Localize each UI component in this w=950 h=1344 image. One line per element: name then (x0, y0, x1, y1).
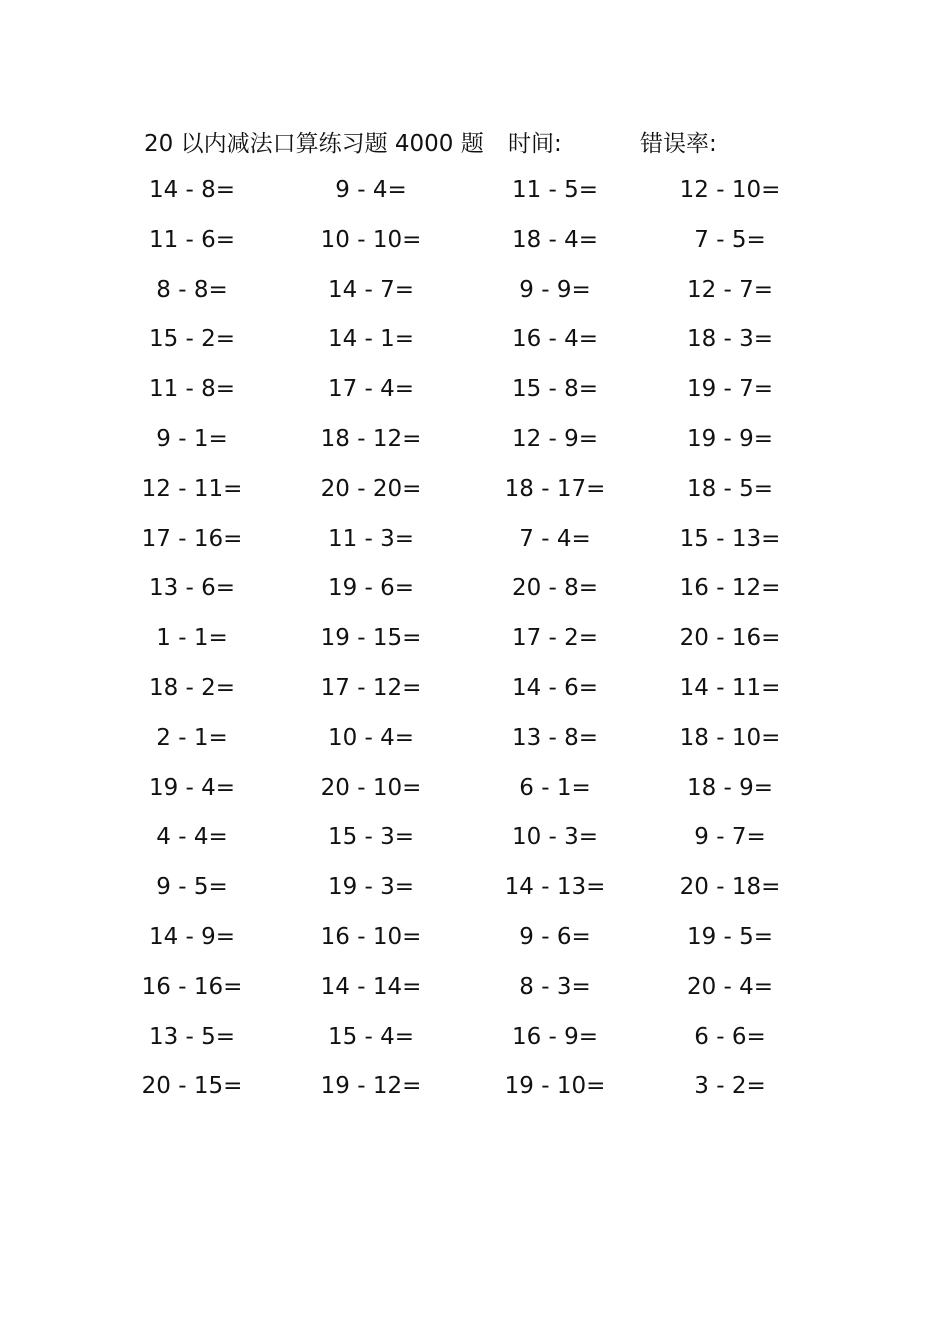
problem-item: 15 - 8= (511, 376, 599, 403)
problem-row (0, 813, 950, 863)
problem-row (0, 315, 950, 365)
problem-row (0, 1062, 950, 1112)
problem-item: 12 - 9= (511, 425, 599, 452)
problem-item: 9 - 4= (335, 177, 407, 203)
error-rate-label: 错误率: (640, 131, 717, 157)
problem-item: 18 - 5= (686, 475, 774, 502)
problem-item: 18 - 12= (320, 425, 422, 452)
problem-item: 20 - 15= (141, 1073, 243, 1100)
problem-item: 11 - 8= (148, 376, 236, 403)
problem-row (0, 415, 950, 465)
problem-item: 18 - 4= (511, 226, 599, 253)
problem-item: 19 - 5= (686, 923, 774, 950)
problem-grid (0, 166, 950, 1112)
problem-item: 16 - 16= (141, 973, 243, 1000)
problem-row (0, 913, 950, 963)
problem-item: 7 - 4= (519, 525, 591, 552)
problem-item: 11 - 5= (511, 177, 599, 203)
problem-item: 1 - 1= (156, 625, 228, 652)
problem-item: 18 - 10= (679, 724, 781, 751)
problem-item: 13 - 5= (148, 1023, 236, 1050)
problem-row (0, 1013, 950, 1063)
problem-row (0, 515, 950, 565)
problem-item: 7 - 5= (694, 226, 766, 253)
problem-item: 19 - 3= (327, 874, 415, 901)
problem-item: 17 - 4= (327, 376, 415, 403)
problem-item: 15 - 13= (679, 525, 781, 552)
problem-item: 10 - 10= (320, 226, 422, 253)
problem-item: 17 - 16= (141, 525, 243, 552)
problem-row (0, 266, 950, 316)
problem-item: 15 - 3= (327, 824, 415, 851)
problem-item: 9 - 1= (156, 425, 228, 452)
problem-row (0, 963, 950, 1013)
problem-row (0, 216, 950, 266)
problem-item: 20 - 18= (679, 874, 781, 901)
problem-item: 16 - 12= (679, 575, 781, 602)
problem-item: 20 - 8= (511, 575, 599, 602)
problem-row (0, 564, 950, 614)
problem-item: 14 - 14= (320, 973, 422, 1000)
problem-item: 10 - 4= (327, 724, 415, 751)
problem-item: 14 - 7= (327, 276, 415, 303)
problem-item: 14 - 8= (148, 177, 236, 203)
worksheet-header (0, 124, 950, 164)
problem-item: 9 - 5= (156, 874, 228, 901)
problem-item: 20 - 10= (320, 774, 422, 801)
problem-item: 20 - 16= (679, 625, 781, 652)
problem-row (0, 863, 950, 913)
problem-item: 10 - 3= (511, 824, 599, 851)
problem-item: 16 - 10= (320, 923, 422, 950)
problem-item: 19 - 7= (686, 376, 774, 403)
problem-item: 19 - 4= (148, 774, 236, 801)
problem-item: 19 - 12= (320, 1073, 422, 1100)
problem-item: 6 - 1= (519, 774, 591, 801)
problem-item: 19 - 9= (686, 425, 774, 452)
problem-item: 14 - 13= (504, 874, 606, 901)
problem-item: 18 - 3= (686, 326, 774, 353)
problem-item: 15 - 2= (148, 326, 236, 353)
problem-item: 12 - 10= (679, 177, 781, 203)
problem-item: 3 - 2= (694, 1073, 766, 1100)
problem-item: 14 - 11= (679, 674, 781, 701)
problem-row (0, 664, 950, 714)
problem-item: 17 - 2= (511, 625, 599, 652)
problem-row (0, 365, 950, 415)
problem-item: 11 - 6= (148, 226, 236, 253)
problem-item: 18 - 17= (504, 475, 606, 502)
problem-item: 4 - 4= (156, 824, 228, 851)
problem-item: 6 - 6= (694, 1023, 766, 1050)
problem-item: 18 - 2= (148, 674, 236, 701)
problem-item: 13 - 6= (148, 575, 236, 602)
problem-item: 9 - 9= (519, 276, 591, 303)
problem-row (0, 614, 950, 664)
problem-item: 14 - 1= (327, 326, 415, 353)
worksheet-title: 20 以内减法口算练习题 4000 题 (144, 131, 484, 157)
problem-item: 19 - 6= (327, 575, 415, 602)
problem-row (0, 166, 950, 216)
problem-item: 15 - 4= (327, 1023, 415, 1050)
problem-item: 12 - 11= (141, 475, 243, 502)
problem-item: 17 - 12= (320, 674, 422, 701)
problem-row (0, 714, 950, 764)
problem-item: 14 - 6= (511, 674, 599, 701)
problem-item: 20 - 20= (320, 475, 422, 502)
problem-row (0, 465, 950, 515)
problem-item: 18 - 9= (686, 774, 774, 801)
problem-item: 9 - 7= (694, 824, 766, 851)
problem-item: 8 - 8= (156, 276, 228, 303)
problem-item: 20 - 4= (686, 973, 774, 1000)
problem-item: 14 - 9= (148, 923, 236, 950)
problem-item: 13 - 8= (511, 724, 599, 751)
problem-row (0, 764, 950, 814)
problem-item: 9 - 6= (519, 923, 591, 950)
problem-item: 19 - 10= (504, 1073, 606, 1100)
problem-item: 19 - 15= (320, 625, 422, 652)
problem-item: 11 - 3= (327, 525, 415, 552)
problem-item: 16 - 9= (511, 1023, 599, 1050)
problem-item: 16 - 4= (511, 326, 599, 353)
problem-item: 12 - 7= (686, 276, 774, 303)
time-label: 时间: (508, 131, 562, 157)
problem-item: 2 - 1= (156, 724, 228, 751)
problem-item: 8 - 3= (519, 973, 591, 1000)
